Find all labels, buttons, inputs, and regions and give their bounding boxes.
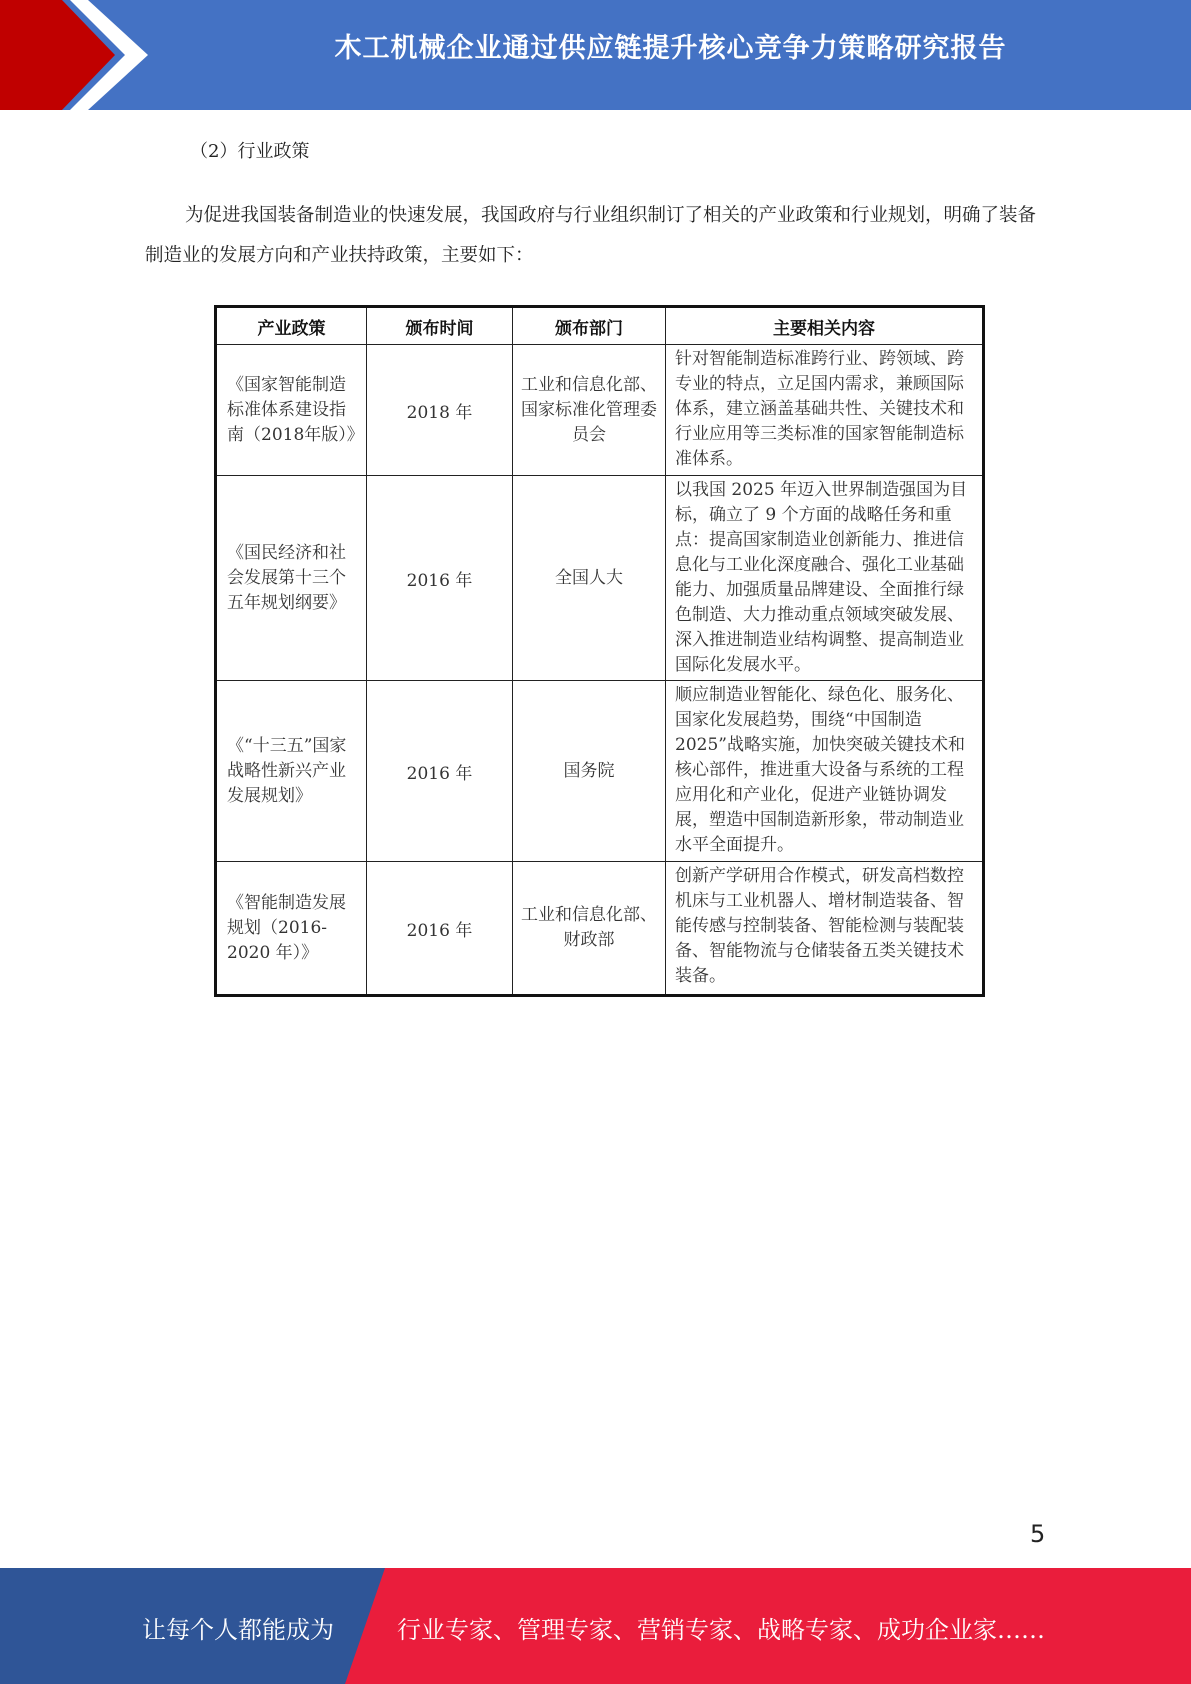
policy-dept-cell: 国务院 [513, 681, 666, 862]
footer-slogan-left: 让每个人都能成为 [142, 1616, 334, 1644]
policy-name-cell: 《国民经济和社会发展第十三个五年规划纲要》 [216, 476, 367, 681]
policy-dept-cell: 工业和信息化部、国家标准化管理委员会 [513, 345, 666, 476]
policy-content-cell: 创新产学研用合作模式，研发高档数控机床与工业机器人、增材制造装备、智能传感与控制装备、智能检测与装配装备、智能物流与仓储装备五类关键技术装备。 [666, 862, 984, 996]
page-header [0, 0, 1191, 110]
section-heading: （2）行业政策 [190, 141, 310, 162]
policy-content-cell: 顺应制造业智能化、绿色化、服务化、国家化发展趋势，围绕“中国制造 2025”战略实施，加快突破关键技术和核心部件，推进重大设备与系统的工程应用化和产业化，促进产业链协调发展，塑造中国制造新形象，带动制造业水平全面提升。 [666, 681, 984, 862]
policy-name-cell: 《“十三五”国家战略性新兴产业发展规划》 [216, 681, 367, 862]
table-row [216, 345, 984, 476]
column-header: 产业政策 [216, 307, 367, 345]
policy-name-cell: 《国家智能制造标准体系建设指南（2018年版）》 [216, 345, 367, 476]
policy-dept-cell: 工业和信息化部、财政部 [513, 862, 666, 996]
report-title: 木工机械企业通过供应链提升核心竞争力策略研究报告 [334, 33, 1007, 64]
page-number: 5 [1030, 1520, 1046, 1548]
policy-name-cell: 《智能制造发展规划（2016-2020 年）》 [216, 862, 367, 996]
intro-paragraph: 为促进我国装备制造业的快速发展，我国政府与行业组织制订了相关的产业政策和行业规划，明确了装备制造业的发展方向和产业扶持政策，主要如下： [145, 205, 1037, 266]
column-header: 主要相关内容 [666, 307, 984, 345]
table-row [216, 681, 984, 862]
policy-content-cell: 针对智能制造标准跨行业、跨领域、跨专业的特点，立足国内需求，兼顾国际体系，建立涵盖基础共性、关键技术和行业应用等三类标准的国家智能制造标准体系。 [666, 345, 984, 476]
column-header: 颁布时间 [367, 307, 513, 345]
policy-year-cell: 2016 年 [367, 681, 513, 862]
policy-content-cell: 以我国 2025 年迈入世界制造强国为目标，确立了 9 个方面的战略任务和重点：提高国家制造业创新能力、推进信息化与工业化深度融合、强化工业基础能力、加强质量品牌建设、全面推行绿色制造、大力推动重点领域突破发展、深入推进制造业结构调整、提高制造业国际化发展水平。 [666, 476, 984, 681]
column-header: 颁布部门 [513, 307, 666, 345]
table-row [216, 862, 984, 996]
policy-dept-cell: 全国人大 [513, 476, 666, 681]
policy-year-cell: 2018 年 [367, 345, 513, 476]
header-arrow-decoration [0, 0, 160, 110]
policy-year-cell: 2016 年 [367, 476, 513, 681]
table-row [216, 476, 984, 681]
table-header-row [216, 307, 984, 345]
footer-slogan-right: 行业专家、管理专家、营销专家、战略专家、成功企业家…… [397, 1616, 1045, 1644]
policy-year-cell: 2016 年 [367, 862, 513, 996]
page-footer [0, 1568, 1191, 1684]
policy-table [214, 305, 985, 997]
